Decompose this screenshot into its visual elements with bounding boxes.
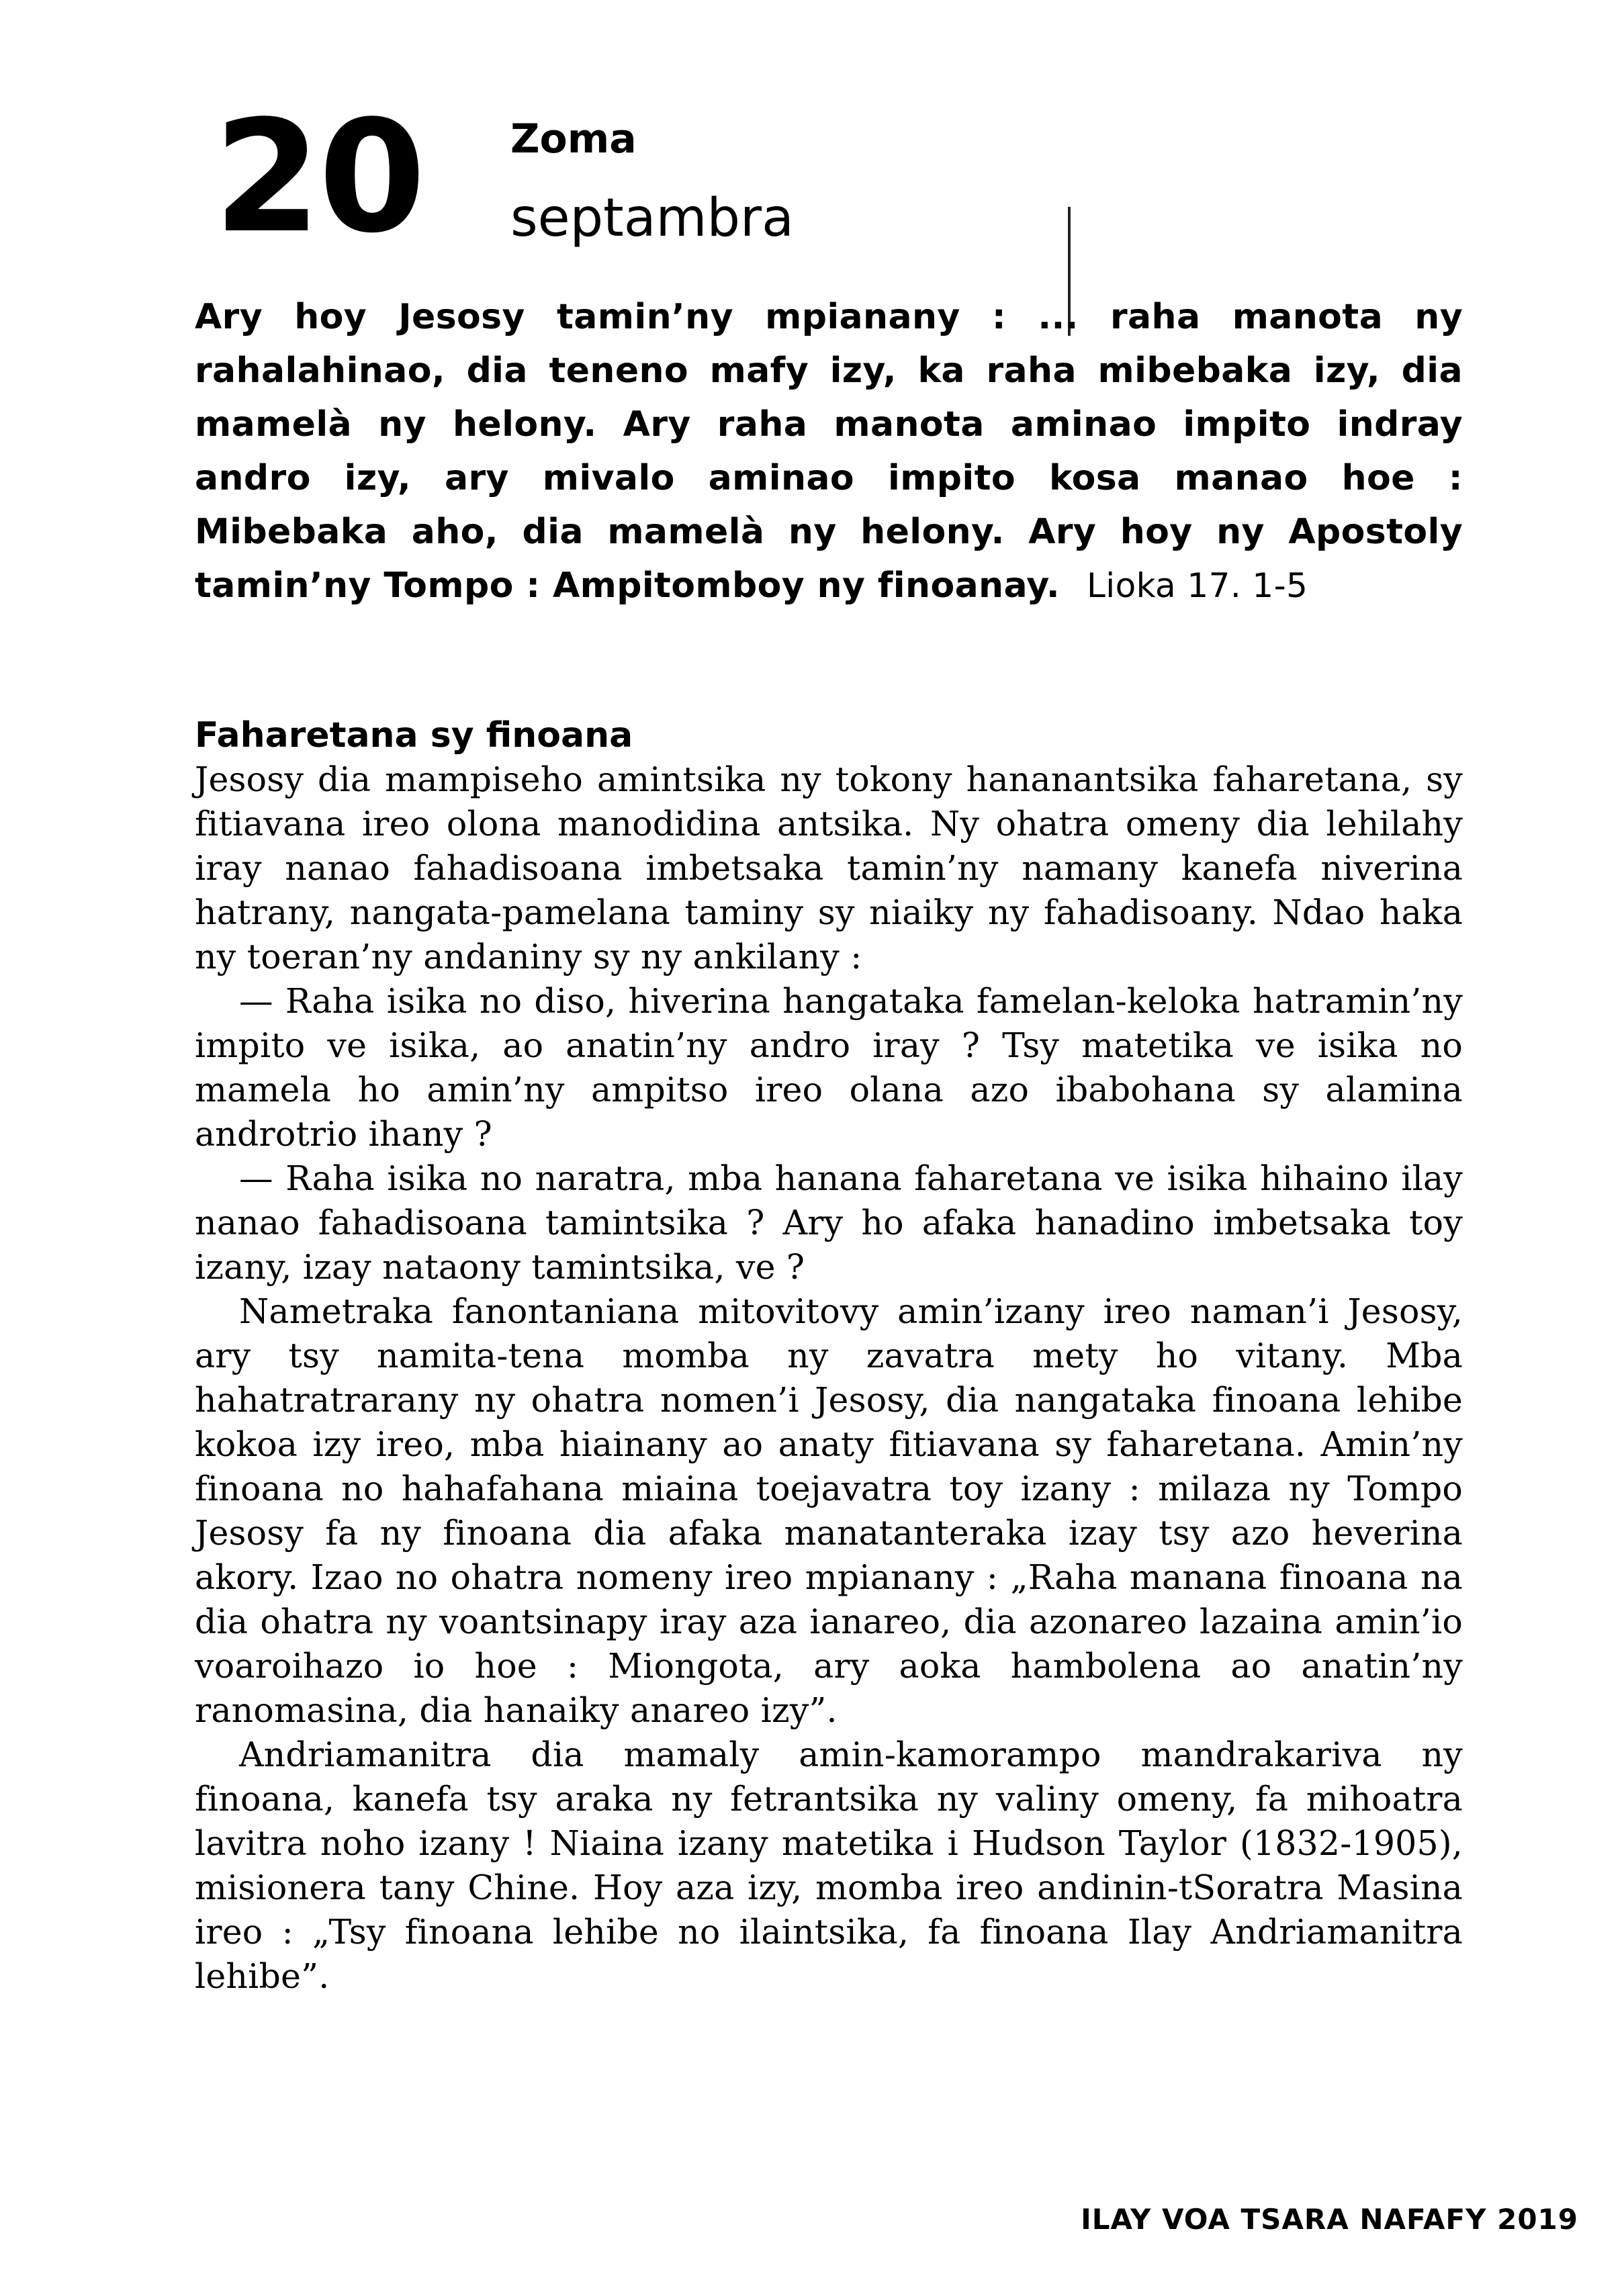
paragraph: Jesosy dia mampiseho amintsika ny tokony hananantsika faharetana, sy fitiavana ireo olona manodidina antsika. Ny ohatra omeny dia lehilahy iray nanao fahadisoana imbetsaka tamin’ny namany kanefa niverina hatrany, nangata-pamelana taminy sy niaiky ny fahadisoany. Ndao haka ny toeran’ny andaniny sy ny ankilany : — [195, 760, 1463, 976]
publication-footer: ILAY VOA TSARA NAFAFY 2019 — [1081, 2203, 1578, 2236]
meditation-body — [195, 758, 1463, 1999]
section-title: Faharetana sy finoana — [195, 715, 633, 756]
month-label: septambra — [510, 188, 794, 248]
paragraph: — Raha isika no diso, hiverina hangataka famelan-keloka hatramin’ny impito ve isika, ao anatin’ny andro iray ? Tsy matetika ve isika no mamela ho amin’ny ampitso ireo olana azo ibabohana sy alamina androtrio ihany ? — [195, 981, 1463, 1154]
date-header — [195, 88, 920, 267]
day-number: 20 — [214, 88, 424, 267]
verse-reference: Lioka 17. 1-5 — [1087, 566, 1308, 605]
scripture-verse — [195, 290, 1463, 612]
paragraph: Andriamanitra dia mamaly amin-kamorampo mandrakariva ny finoana, kanefa tsy araka ny fetrantsika ny valiny omeny, fa mihoatra lavitra noho izany ! Niaina izany matetika i Hudson Taylor (1832-1905), misionera tany Chine. Hoy aza izy, momba ireo andinin-tSoratra Masina ireo : „Tsy finoana lehibe no ilaintsika, fa finoana Ilay Andriamanitra lehibe”. — [195, 1735, 1463, 1996]
paragraph: — Raha isika no naratra, mba hanana faharetana ve isika hihaino ilay nanao fahadisoana tamintsika ? Ary ho afaka hanadino imbetsaka toy izany, izay nataony tamintsika, ve ? — [195, 1158, 1463, 1287]
verse-text: Ary hoy Jesosy tamin’ny mpianany : ... raha manota ny rahalahinao, dia teneno mafy izy, ka raha mibebaka izy, dia mamelà ny helony. Ary raha manota aminao impito indray andro izy, ary mivalo aminao impito kosa manao hoe : Mibebaka aho, dia mamelà ny helony. Ary hoy ny Apostoly tamin’ny Tompo : Ampitomboy ny finoanay. — [195, 297, 1463, 606]
weekday-label: Zoma — [510, 116, 637, 163]
paragraph: Nametraka fanontaniana mitovitovy amin’izany ireo naman’i Jesosy, ary tsy namita-tena momba ny zavatra mety ho vitany. Mba hahatratrarany ny ohatra nomen’i Jesosy, dia nangataka finoana lehibe kokoa izy ireo, mba hiainany ao anaty fitiavana sy faharetana. Amin’ny finoana no hahafahana miaina toejavatra toy izany : milaza ny Tompo Jesosy fa ny finoana dia afaka manatanteraka izay tsy azo heverina akory. Izao no ohatra nomeny ireo mpianany : „Raha manana finoana na dia ohatra ny voantsinapy iray aza ianareo, dia azonareo lazaina amin’io voaroihazo io hoe : Miongota, ary aoka hambolena ao anatin’ny ranomasina, dia hanaiky anareo izy”. — [195, 1291, 1463, 1730]
